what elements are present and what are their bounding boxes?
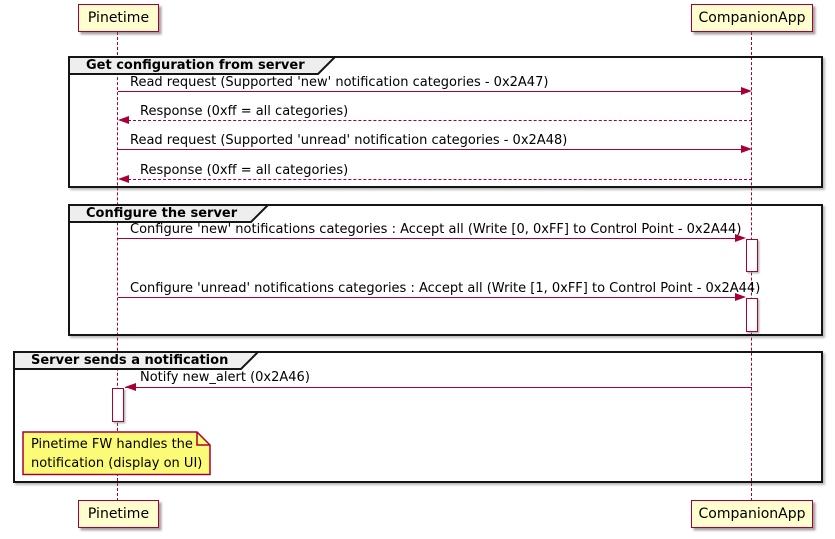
- participant-pinetime-top: [78, 4, 159, 32]
- message-label: Read request (Supported 'new' notification categories - 0x2A47): [130, 75, 549, 90]
- note-text: [31, 435, 202, 473]
- participant-pinetime-bottom: [78, 500, 159, 528]
- arrowhead-right-icon: [741, 145, 752, 153]
- message-arrow-line: [123, 179, 752, 180]
- message-arrow-line: [118, 238, 736, 239]
- note-line: notification (display on UI): [31, 456, 203, 471]
- message-label: Read request (Supported 'unread' notification categories - 0x2A48): [130, 133, 568, 148]
- frame-title: Get configuration from server: [86, 58, 305, 73]
- activation-bar-pinetime: [112, 388, 124, 422]
- arrowhead-right-icon: [735, 293, 746, 301]
- note: [22, 431, 212, 480]
- message-arrow-line: [118, 91, 747, 92]
- arrowhead-right-icon: [741, 87, 752, 95]
- message-arrow-line: [118, 297, 736, 298]
- participant-companionapp-top: [691, 4, 813, 32]
- message-label: Notify new_alert (0x2A46): [140, 370, 310, 385]
- participant-label: Pinetime: [87, 506, 150, 522]
- message-label: Response (0xff = all categories): [140, 163, 349, 178]
- frame-title: Server sends a notification: [31, 353, 229, 368]
- frame-title: Configure the server: [86, 206, 238, 221]
- participant-label: Pinetime: [87, 10, 150, 26]
- message-arrow-line: [123, 120, 752, 121]
- arrowhead-left-icon: [125, 383, 136, 391]
- activation-bar-companionapp: [746, 239, 758, 272]
- note-line: Pinetime FW handles the: [31, 437, 193, 452]
- participant-label: CompanionApp: [698, 10, 806, 26]
- message-label: Response (0xff = all categories): [140, 104, 349, 119]
- participant-companionapp-bottom: [691, 500, 813, 528]
- participant-label: CompanionApp: [698, 506, 806, 522]
- activation-bar-companionapp: [746, 298, 758, 332]
- message-arrow-line: [125, 387, 752, 388]
- message-arrow-line: [118, 149, 747, 150]
- arrowhead-right-icon: [735, 234, 746, 242]
- arrowhead-left-icon: [118, 116, 129, 124]
- message-label: Configure 'unread' notifications categories : Accept all (Write [1, 0xFF] to Control Point - 0x2A44): [130, 281, 761, 296]
- arrowhead-left-icon: [118, 175, 129, 183]
- message-label: Configure 'new' notifications categories : Accept all (Write [0, 0xFF] to Control Point - 0x2A44): [130, 222, 742, 237]
